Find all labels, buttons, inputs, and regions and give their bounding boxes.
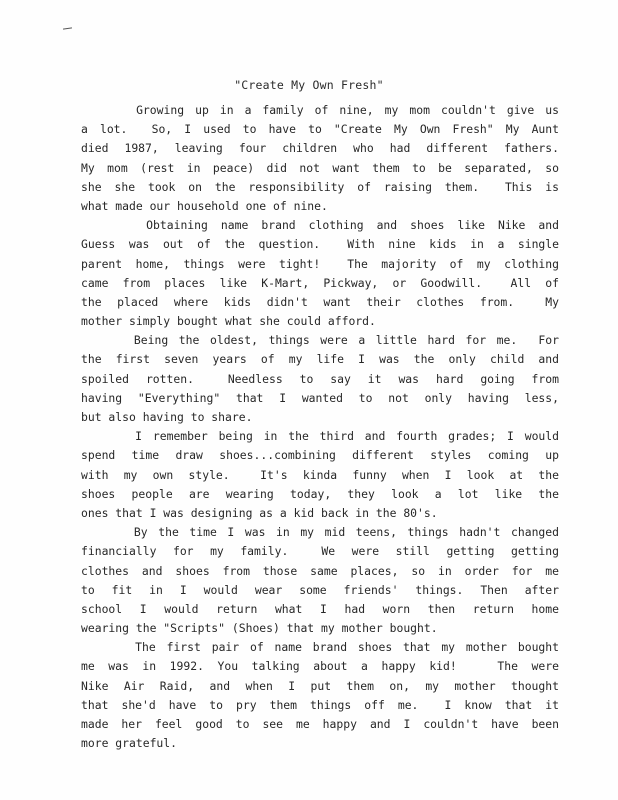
text-line: but also having to share. [81,410,253,424]
text-line: By the time I was in my mid teens, things hadn't changed [81,525,559,540]
text-line: Being the oldest, things were a little hard for me. For [81,333,559,348]
text-line: wearing the "Scripts" (Shoes) that my mother bought. [81,621,438,636]
text-line: died 1987, leaving four children who had different fathers. [81,141,559,156]
text-line: school I would return what I had worn then return home [81,601,559,616]
text-line: The first pair of name brand shoes that my mother bought [81,640,559,655]
text-line: with my own style. It's kinda funny when I look at the [81,467,559,482]
text-line: that she'd have to pry them things off me. I know that it [81,697,559,712]
paragraph-6 [81,638,559,753]
document-body [81,101,559,753]
text-line: shoes people are wearing today, they look a lot like the [81,486,559,501]
text-line: she she took on the responsibility of raising them. This is [81,179,559,194]
text-line: having "Everything" that I wanted to not only having less, [81,390,559,405]
text-line: me was in 1992. You talking about a happy kid! The were [81,659,559,674]
paragraph-1 [81,101,559,216]
text-line: more grateful. [81,736,178,751]
text-line: Growing up in a family of nine, my mom couldn't give us [81,103,559,117]
text-line: clothes and shoes from those same places, so in order for me [81,563,559,578]
text-line: I remember being in the third and fourth grades; I would [81,429,559,444]
text-line: financially for my family. We were still getting getting [81,544,559,559]
text-line: the first seven years of my life I was the only child and [81,352,559,367]
text-line: to fit in I would wear some friends' things. Then after [81,582,559,597]
paragraph-4 [81,427,559,523]
text-line: ones that I was designing as a kid back in the 80's. [81,505,438,520]
text-line: spoiled rotten. Needless to say it was hard going from [81,371,559,386]
text-line: a lot. So, I used to have to "Create My Own Fresh" My Aunt [81,122,559,137]
paragraph-5 [81,523,559,638]
text-line: spend time draw shoes...combining different styles coming up [81,448,559,463]
text-line: made her feel good to see me happy and I couldn't have been [81,717,559,731]
stray-pen-mark [63,27,72,29]
paragraph-3 [81,331,559,427]
text-line: parent home, things were tight! The majority of my clothing [81,256,559,271]
text-line: what made our household one of nine. [81,198,328,213]
text-line: Nike Air Raid, and when I put them on, my mother thought [81,678,559,693]
text-line: came from places like K-Mart, Pickway, or Goodwill. All of [81,275,559,290]
paragraph-2 [81,216,559,331]
text-line: Obtaining name brand clothing and shoes like Nike and [81,218,559,233]
page-title: "Create My Own Fresh" [234,78,384,92]
text-line: the placed where kids didn't want their clothes from. My [81,294,559,309]
text-line: My mom (rest in peace) did not want them to be separated, so [81,160,559,175]
text-line: mother simply bought what she could afford. [81,314,376,329]
text-line: Guess was out of the question. With nine kids in a single [81,237,559,252]
